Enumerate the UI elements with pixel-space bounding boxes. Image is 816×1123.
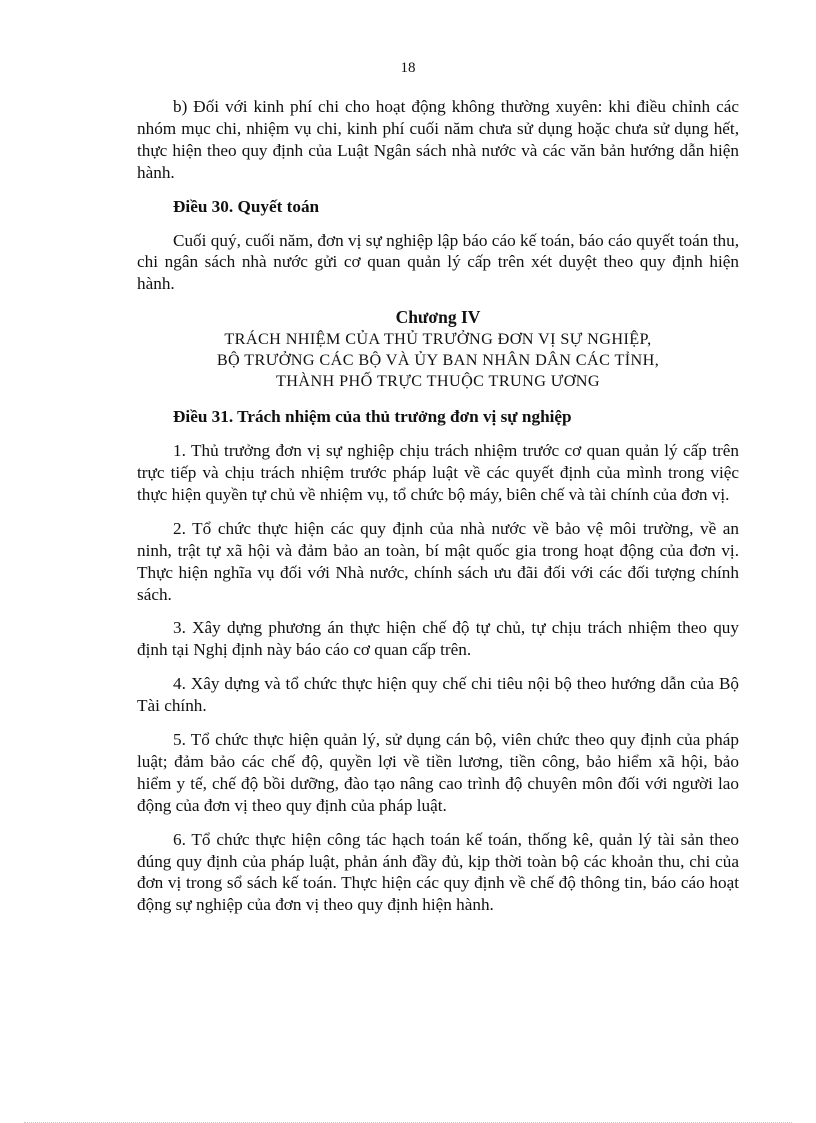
article-31-item: 6. Tổ chức thực hiện công tác hạch toán kế toán, thống kê, quản lý tài sản theo đúng quy định của pháp luật, phản ánh đầy đủ, kịp thời toàn bộ các khoản thu, chi của đơn vị trong sổ sách kế toán. Thực hiện các quy định về chế độ thông tin, báo cáo hoạt động sự nghiệp của đơn vị theo quy định hiện hành.: [137, 829, 739, 915]
article-30-body: Cuối quý, cuối năm, đơn vị sự nghiệp lập báo cáo kế toán, báo cáo quyết toán thu, chi ngân sách nhà nước gửi cơ quan quản lý cấp trên xét duyệt theo quy định hiện hành.: [137, 230, 739, 294]
paragraph-b-clause: b) Đối với kinh phí chi cho hoạt động không thường xuyên: khi điều chỉnh các nhóm mục chi, nhiệm vụ chi, kinh phí cuối năm chưa sử dụng hoặc chưa sử dụng hết, thực hiện theo quy định của Luật Ngân sách nhà nước và các văn bản hướng dẫn hiện hành.: [137, 97, 739, 182]
article-31-item: 5. Tổ chức thực hiện quản lý, sử dụng cán bộ, viên chức theo quy định của pháp luật; đảm bảo các chế độ, quyền lợi về tiền lương, tiền công, bảo hiểm xã hội, bảo hiểm y tế, chế độ bồi dưỡng, đào tạo nâng cao trình độ chuyên môn đối với người lao động của đơn vị theo quy định của pháp luật.: [137, 730, 739, 815]
chapter-subtitle-line: TRÁCH NHIỆM CỦA THỦ TRƯỞNG ĐƠN VỊ SỰ NGHIỆP,: [224, 330, 652, 349]
article-31-item: 2. Tổ chức thực hiện các quy định của nhà nước về bảo vệ môi trường, về an ninh, trật tự xã hội và đảm bảo an toàn, bí mật quốc gia trong hoạt động của đơn vị. Thực hiện nghĩa vụ đối với Nhà nước, chính sách ưu đãi đối với các đối tượng chính sách.: [137, 518, 739, 604]
chapter-header: [137, 307, 739, 392]
chapter-subtitle-line: THÀNH PHỐ TRỰC THUỘC TRUNG ƯƠNG: [276, 372, 600, 391]
page-content: [137, 96, 739, 928]
chapter-subtitle-line: BỘ TRƯỞNG CÁC BỘ VÀ ỦY BAN NHÂN DÂN CÁC TỈNH,: [216, 351, 660, 370]
article-31-item: 1. Thủ trưởng đơn vị sự nghiệp chịu trách nhiệm trước cơ quan quản lý cấp trên trực tiếp và chịu trách nhiệm trước pháp luật về các quyết định của mình trong việc thực hiện quyền tự chủ về nhiệm vụ, tổ chức bộ máy, biên chế và tài chính của đơn vị.: [137, 441, 739, 504]
article-31-heading: Điều 31. Trách nhiệm của thủ trưởng đơn vị sự nghiệp: [173, 407, 572, 427]
article-30-heading: Điều 30. Quyết toán: [173, 196, 320, 216]
chapter-title: Chương IV: [395, 307, 481, 328]
page-number: 18: [400, 60, 416, 76]
article-31-item: 3. Xây dựng phương án thực hiện chế độ tự chủ, tự chịu trách nhiệm theo quy định tại Nghị định này báo cáo cơ quan cấp trên.: [137, 618, 739, 660]
article-31-item: 4. Xây dựng và tổ chức thực hiện quy chế chi tiêu nội bộ theo hướng dẫn của Bộ Tài chính.: [137, 674, 739, 716]
